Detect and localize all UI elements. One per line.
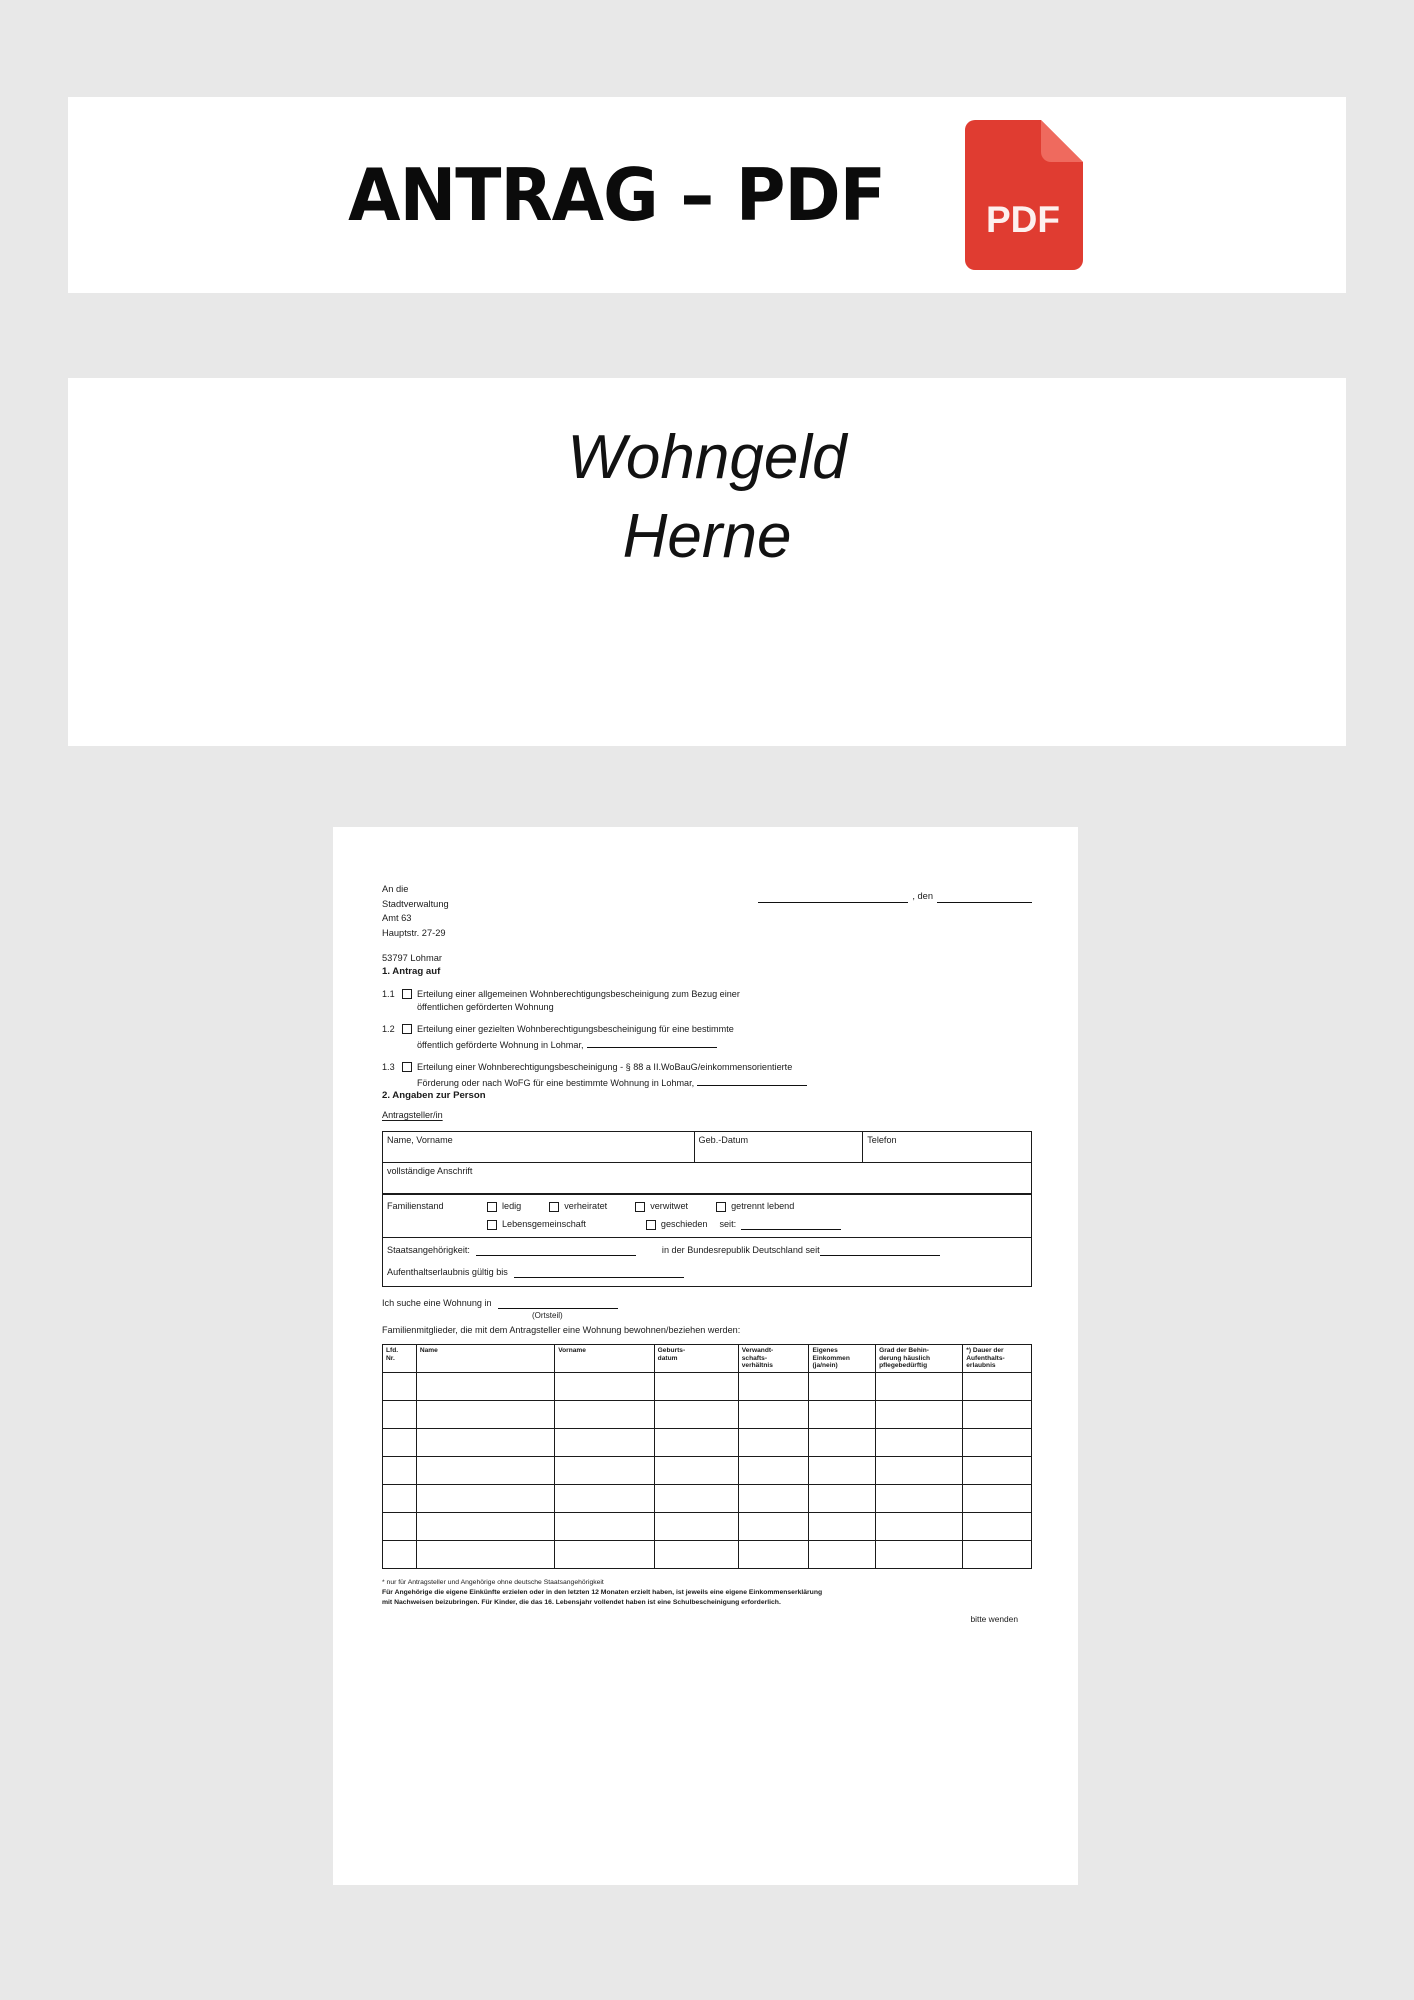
table-cell[interactable] (654, 1373, 738, 1401)
option-1-2-line2: öffentlich geförderte Wohnung in Lohmar, (417, 1039, 584, 1050)
field-address[interactable]: vollständige Anschrift (383, 1163, 1032, 1195)
table-cell[interactable] (738, 1541, 809, 1569)
table-cell[interactable] (876, 1429, 963, 1457)
table-cell[interactable] (963, 1513, 1032, 1541)
table-cell[interactable] (876, 1541, 963, 1569)
option-1-3-text (417, 1061, 1032, 1090)
table-cell[interactable] (876, 1373, 963, 1401)
table-cell[interactable] (876, 1457, 963, 1485)
members-intro: Familienmitglieder, die mit dem Antragsteller eine Wohnung bewohnen/beziehen werden: (382, 1324, 741, 1335)
table-row (383, 1401, 1032, 1429)
footnote-line-3: mit Nachweisen beizubringen. Für Kinder, die das 16. Lebensjahr vollendet haben ist eine Schulbescheinigung erforderlich. (382, 1599, 781, 1607)
table-cell[interactable] (555, 1457, 654, 1485)
table-cell[interactable] (809, 1485, 876, 1513)
col-lfd-nr: Lfd. Nr. (383, 1344, 417, 1372)
table-cell[interactable] (383, 1457, 417, 1485)
option-1-1-line2: öffentlichen geförderten Wohnung (417, 1001, 554, 1012)
table-cell[interactable] (383, 1401, 417, 1429)
table-cell[interactable] (876, 1401, 963, 1429)
table-cell[interactable] (654, 1457, 738, 1485)
marital-option-getrennt-lebend-label: getrennt lebend (731, 1201, 795, 1211)
page-title: ANTRAG – PDF (348, 153, 886, 237)
applicant-table-row-1 (383, 1132, 1032, 1163)
table-cell[interactable] (809, 1541, 876, 1569)
marital-status-cell (383, 1194, 1032, 1237)
option-1-3[interactable] (382, 1061, 1032, 1090)
recipient-line-1: An die (382, 884, 409, 894)
table-cell[interactable] (809, 1401, 876, 1429)
table-row (383, 1457, 1032, 1485)
marital-status-label: Familienstand (387, 1201, 444, 1211)
table-row (383, 1541, 1032, 1569)
option-1-2[interactable] (382, 1023, 1032, 1052)
header-card-content (68, 97, 1346, 293)
checkbox-getrennt-lebend[interactable] (716, 1202, 726, 1212)
document-content (382, 882, 1032, 1626)
applicant-table (382, 1131, 1032, 1287)
table-cell[interactable] (876, 1513, 963, 1541)
table-row (383, 1429, 1032, 1457)
marital-option-geschieden[interactable] (646, 1218, 708, 1231)
pdf-icon-label: PDF (985, 199, 1060, 240)
checkbox-lebensgemeinschaft[interactable] (487, 1220, 497, 1230)
header-card (68, 97, 1346, 293)
table-cell[interactable] (809, 1513, 876, 1541)
marital-option-verwitwet[interactable] (635, 1200, 688, 1213)
table-cell[interactable] (416, 1373, 554, 1401)
nationality-label: Staatsangehörigkeit: (387, 1244, 470, 1255)
checkbox-verwitwet[interactable] (635, 1202, 645, 1212)
field-phone[interactable]: Telefon (863, 1132, 1032, 1163)
table-cell[interactable] (654, 1513, 738, 1541)
table-cell[interactable] (383, 1373, 417, 1401)
footnote-line-1: * nur für Antragsteller und Angehörige ohne deutsche Staatsangehörigkeit (382, 1579, 604, 1587)
table-cell[interactable] (416, 1485, 554, 1513)
option-1-3-blank[interactable] (697, 1074, 807, 1086)
col-grad-behinderung: Grad der Behin- derung häuslich pflegebedürftig (876, 1344, 963, 1372)
marital-option-getrennt-lebend[interactable] (716, 1200, 794, 1213)
option-1-1-line1: Erteilung einer allgemeinen Wohnberechtigungsbescheinigung zum Bezug einer (417, 989, 740, 1000)
table-cell[interactable] (963, 1401, 1032, 1429)
option-1-2-line1: Erteilung einer gezielten Wohnberechtigungsbescheinigung für eine bestimmte (417, 1023, 734, 1034)
turn-page-note: bitte wenden (970, 1613, 1018, 1624)
table-cell[interactable] (383, 1541, 417, 1569)
pdf-file-icon (957, 120, 1083, 270)
nationality-blank[interactable] (476, 1244, 636, 1256)
applicant-table-row-4 (383, 1237, 1032, 1286)
checkbox-geschieden[interactable] (646, 1220, 656, 1230)
table-cell[interactable] (809, 1457, 876, 1485)
marital-option-ledig-label: ledig (502, 1201, 522, 1211)
applicant-table-row-3 (383, 1194, 1032, 1237)
table-cell[interactable] (555, 1513, 654, 1541)
table-cell[interactable] (555, 1541, 654, 1569)
marital-since-label: seit: (719, 1218, 737, 1229)
table-cell[interactable] (555, 1429, 654, 1457)
option-1-3-number: 1.3 (382, 1061, 395, 1072)
footnote-line-2: Für Angehörige die eigene Einkünfte erzielen oder in den letzten 12 Monaten erzielt haben, ist jeweils eine eigene Einkommenserklärung (382, 1589, 823, 1597)
table-cell[interactable] (416, 1457, 554, 1485)
housing-search-label: Ich suche eine Wohnung in (382, 1297, 492, 1308)
table-cell[interactable] (416, 1541, 554, 1569)
table-cell[interactable] (809, 1429, 876, 1457)
table-cell[interactable] (963, 1541, 1032, 1569)
place-blank[interactable] (758, 891, 908, 903)
checkbox-1-2[interactable] (402, 1024, 412, 1034)
document-title-line2: Herne (622, 502, 792, 572)
marital-since-blank[interactable] (741, 1218, 841, 1230)
marital-since (719, 1218, 841, 1231)
document-title-line1: Wohngeld (567, 423, 847, 492)
col-name: Name (416, 1344, 554, 1372)
marital-option-verheiratet-label: verheiratet (564, 1201, 608, 1211)
recipient-line-3: Amt 63 (382, 913, 412, 924)
table-cell[interactable] (654, 1541, 738, 1569)
spacer (382, 941, 1032, 951)
recipient-line-2: Stadtverwaltung (382, 898, 449, 909)
table-cell[interactable] (738, 1401, 809, 1429)
table-cell[interactable] (963, 1429, 1032, 1457)
col-geburtsdatum: Geburts- datum (654, 1344, 738, 1372)
marital-status-row-2 (387, 1218, 1027, 1231)
date-separator: , den (912, 891, 933, 901)
housing-search-blank[interactable] (498, 1297, 618, 1309)
field-birthdate[interactable]: Geb.-Datum (694, 1132, 863, 1163)
permit-row (387, 1266, 1027, 1279)
section-2-subheading: Antragsteller/in (382, 1110, 443, 1121)
marital-status-row-1 (387, 1200, 1027, 1213)
table-cell[interactable] (555, 1373, 654, 1401)
document-title (68, 418, 1346, 577)
table-cell[interactable] (555, 1485, 654, 1513)
col-verwandtschaftsverhaeltnis: Verwandt- schafts- verhältnis (738, 1344, 809, 1372)
table-cell[interactable] (416, 1401, 554, 1429)
table-cell[interactable] (738, 1513, 809, 1541)
table-cell[interactable] (654, 1485, 738, 1513)
table-cell[interactable] (416, 1429, 554, 1457)
col-eigenes-einkommen: Eigenes Einkommen (ja/nein) (809, 1344, 876, 1372)
recipient-line-5: 53797 Lohmar (382, 952, 442, 963)
option-1-1[interactable] (382, 988, 1032, 1014)
title-card (68, 378, 1346, 746)
col-dauer-aufenthaltserlaubnis: *) Dauer der Aufenthalts- erlaubnis (963, 1344, 1032, 1372)
table-row (383, 1485, 1032, 1513)
marital-option-ledig[interactable] (487, 1200, 521, 1213)
field-name[interactable]: Name, Vorname (383, 1132, 695, 1163)
checkbox-ledig[interactable] (487, 1202, 497, 1212)
table-cell[interactable] (738, 1373, 809, 1401)
table-cell[interactable] (654, 1401, 738, 1429)
nationality-row (387, 1244, 1027, 1257)
option-1-2-text (417, 1023, 1032, 1052)
family-members-header-row (383, 1344, 1032, 1372)
table-cell[interactable] (738, 1429, 809, 1457)
col-vorname: Vorname (555, 1344, 654, 1372)
nationality-since-label: in der Bundesrepublik Deutschland seit (661, 1244, 820, 1255)
table-cell[interactable] (738, 1485, 809, 1513)
checkbox-1-1[interactable] (402, 989, 412, 999)
family-members-body (383, 1373, 1032, 1569)
table-cell[interactable] (876, 1485, 963, 1513)
date-field (758, 890, 1032, 903)
checkbox-verheiratet[interactable] (549, 1202, 559, 1212)
permit-label: Aufenthaltserlaubnis gültig bis (387, 1266, 508, 1277)
family-members-table (382, 1344, 1032, 1569)
housing-search-row (382, 1297, 1032, 1310)
housing-search-hint: (Ortsteil) (532, 1310, 563, 1320)
marital-option-verheiratet[interactable] (549, 1200, 607, 1213)
table-row (383, 1513, 1032, 1541)
permit-blank[interactable] (514, 1266, 684, 1278)
table-cell[interactable] (654, 1429, 738, 1457)
recipient-line-4: Hauptstr. 27-29 (382, 928, 446, 939)
section-2-heading: 2. Angaben zur Person (382, 1090, 486, 1102)
table-cell[interactable] (416, 1513, 554, 1541)
table-cell[interactable] (383, 1513, 417, 1541)
marital-option-lebensgemeinschaft[interactable] (487, 1218, 586, 1231)
date-blank[interactable] (937, 891, 1032, 903)
section-1-heading: 1. Antrag auf (382, 966, 441, 978)
applicant-table-row-2 (383, 1163, 1032, 1195)
table-row (383, 1373, 1032, 1401)
table-cell[interactable] (738, 1457, 809, 1485)
option-1-3-line1: Erteilung einer Wohnberechtigungsbescheinigung - § 88 a II.WoBauG/einkommensorientierte (417, 1061, 793, 1072)
table-cell[interactable] (555, 1401, 654, 1429)
marital-option-lebensgemeinschaft-label: Lebensgemeinschaft (502, 1218, 586, 1229)
option-1-1-number: 1.1 (382, 989, 395, 1000)
document-preview-page (333, 827, 1078, 1885)
marital-option-geschieden-label: geschieden (660, 1218, 708, 1229)
checkbox-1-3[interactable] (402, 1062, 412, 1072)
option-1-1-text (417, 988, 1032, 1014)
option-1-2-blank[interactable] (587, 1036, 717, 1048)
option-1-3-line2: Förderung oder nach WoFG für eine bestimmte Wohnung in Lohmar, (417, 1077, 695, 1088)
table-cell[interactable] (963, 1485, 1032, 1513)
table-cell[interactable] (383, 1485, 417, 1513)
option-1-2-number: 1.2 (382, 1023, 395, 1034)
marital-option-verwitwet-label: verwitwet (650, 1201, 689, 1211)
table-cell[interactable] (963, 1457, 1032, 1485)
table-cell[interactable] (809, 1373, 876, 1401)
footnotes (382, 1578, 1032, 1609)
table-cell[interactable] (383, 1429, 417, 1457)
nationality-cell (383, 1237, 1032, 1286)
nationality-since-blank[interactable] (820, 1244, 940, 1256)
table-cell[interactable] (963, 1373, 1032, 1401)
